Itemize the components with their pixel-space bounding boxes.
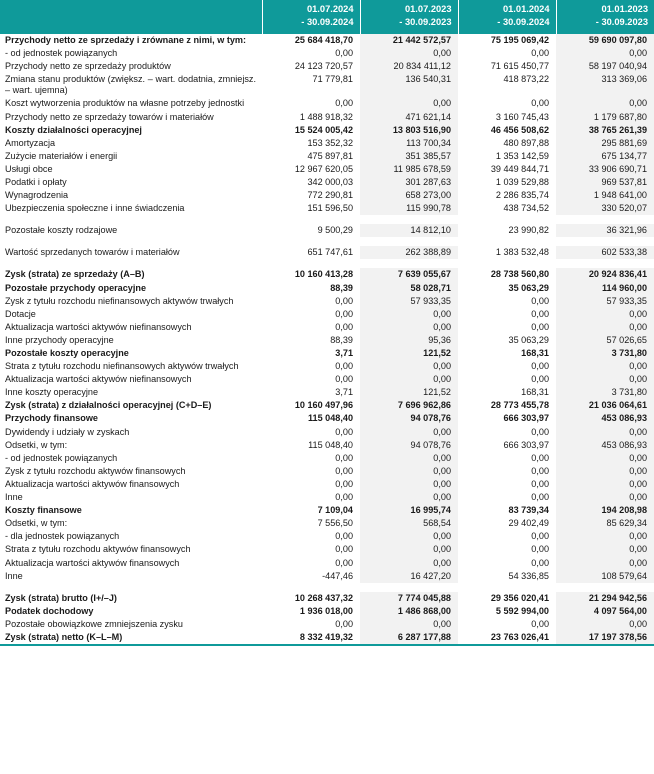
row-value-col-3: 168,31 [521, 387, 549, 398]
row-label: Przychody netto ze sprzedaży towarów i materiałów [5, 111, 214, 122]
table-row [0, 176, 654, 189]
table-body [0, 34, 654, 644]
table-row [0, 570, 654, 583]
row-label: Pozostałe koszty rodzajowe [5, 225, 118, 236]
row-value-col-4: 20 924 836,41 [556, 268, 654, 281]
row-value-col-2: 16 995,74 [360, 504, 458, 517]
row-value-col-4: 21 294 942,56 [556, 592, 654, 605]
row-value-col-1: 0,00 [335, 465, 353, 476]
row-value-col-1: 15 524 005,42 [294, 124, 353, 135]
row-value-col-3: 0,00 [531, 361, 549, 372]
table-row [0, 60, 654, 73]
row-value-col-3: 29 402,49 [508, 518, 549, 529]
table-row [0, 373, 654, 386]
row-value-col-1: 0,00 [335, 426, 353, 437]
row-label: - dla jednostek powiązanych [5, 531, 120, 542]
row-value-col-4: 3 731,80 [556, 386, 654, 399]
row-value-col-4: 33 906 690,71 [556, 163, 654, 176]
row-value-col-4: 295 881,69 [556, 137, 654, 150]
spacer-row [0, 259, 654, 268]
row-value-col-2: 95,36 [360, 334, 458, 347]
row-value-col-2: 7 774 045,88 [360, 592, 458, 605]
row-value-col-1: 10 160 497,96 [294, 400, 353, 411]
row-value-col-2: 0,00 [360, 47, 458, 60]
row-value-col-1: 0,00 [335, 452, 353, 463]
row-label: Wartość sprzedanych towarów i materiałów [5, 247, 180, 258]
row-value-col-4: 59 690 097,80 [556, 34, 654, 47]
row-value-col-2: 6 287 177,88 [360, 631, 458, 644]
row-value-col-1: 0,00 [335, 492, 353, 503]
row-value-col-4: 0,00 [556, 465, 654, 478]
header-label-column [0, 0, 262, 34]
table-row [0, 426, 654, 439]
row-value-col-3: 0,00 [531, 321, 549, 332]
row-label: Aktualizacja wartości aktywów niefinansowych [5, 321, 192, 332]
row-value-col-3: 1 039 529,88 [495, 176, 549, 187]
row-label: Zysk (strata) z działalności operacyjnej (C+D–E) [5, 400, 212, 411]
row-label: Dywidendy i udziały w zyskach [5, 426, 130, 437]
row-value-col-4: 85 629,34 [556, 517, 654, 530]
row-value-col-4: 0,00 [556, 478, 654, 491]
row-label: Ubezpieczenia społeczne i inne świadczenia [5, 203, 185, 214]
row-label: Odsetki, w tym: [5, 439, 68, 450]
row-value-col-2: 7 639 055,67 [360, 268, 458, 281]
table-row [0, 321, 654, 334]
row-value-col-2: 94 078,76 [360, 412, 458, 425]
spacer-cell [0, 237, 654, 246]
row-value-col-2: 0,00 [360, 557, 458, 570]
row-value-col-3: 0,00 [531, 374, 549, 385]
header-col-3-to: - 30.09.2024 [497, 17, 550, 28]
row-value-col-2: 21 442 572,57 [360, 34, 458, 47]
row-value-col-3: 418 873,22 [503, 74, 549, 85]
row-label: Zysk (strata) brutto (I+/–J) [5, 592, 117, 603]
table-bottom-rule [0, 644, 654, 646]
table-header [0, 0, 654, 34]
row-value-col-4: 0,00 [556, 360, 654, 373]
table-row [0, 347, 654, 360]
row-value-col-1: 0,00 [335, 544, 353, 555]
row-value-col-1: 0,00 [335, 618, 353, 629]
row-value-col-3: 2 286 835,74 [495, 190, 549, 201]
row-label: Przychody netto ze sprzedaży produktów [5, 61, 171, 72]
row-label: Zmiana stanu produktów (zwiększ. – wart. dodatnia, zmniejsz. – wart. ujemna) [5, 74, 256, 96]
row-value-col-4: 0,00 [556, 618, 654, 631]
row-value-col-2: 0,00 [360, 618, 458, 631]
row-value-col-1: 0,00 [335, 361, 353, 372]
row-value-col-1: 153 352,32 [307, 137, 353, 148]
row-value-col-3: 28 738 560,80 [490, 269, 549, 280]
row-value-col-4: 38 765 261,39 [556, 124, 654, 137]
row-value-col-3: 71 615 450,77 [490, 61, 549, 72]
row-value-col-3: 0,00 [531, 98, 549, 109]
row-value-col-1: 7 556,50 [317, 518, 353, 529]
row-label: Inne koszty operacyjne [5, 387, 99, 398]
row-label: Inne [5, 492, 23, 503]
row-value-col-1: 9 500,29 [317, 225, 353, 236]
table-row [0, 189, 654, 202]
row-value-col-2: 0,00 [360, 491, 458, 504]
row-value-col-2: 11 985 678,59 [360, 163, 458, 176]
row-value-col-2: 351 385,57 [360, 150, 458, 163]
row-value-col-2: 94 078,76 [360, 439, 458, 452]
table-row [0, 282, 654, 295]
table-row [0, 34, 654, 47]
row-value-col-4: 194 208,98 [556, 504, 654, 517]
row-value-col-4: 4 097 564,00 [556, 605, 654, 618]
row-value-col-4: 313 369,06 [556, 73, 654, 97]
table-row [0, 124, 654, 137]
row-value-col-4: 1 179 687,80 [556, 111, 654, 124]
spacer-cell [0, 259, 654, 268]
row-label: Strata z tytułu rozchodu niefinansowych aktywów trwałych [5, 361, 239, 372]
row-value-col-2: 136 540,31 [360, 73, 458, 97]
row-label: Zysk z tytułu rozchodu aktywów finansowych [5, 465, 186, 476]
row-value-col-4: 0,00 [556, 308, 654, 321]
header-col-1 [262, 0, 360, 34]
row-value-col-3: 1 383 532,48 [495, 247, 549, 258]
header-row [0, 0, 654, 34]
row-value-col-2: 115 990,78 [360, 202, 458, 215]
row-value-col-1: 12 967 620,05 [294, 163, 353, 174]
row-value-col-4: 0,00 [556, 530, 654, 543]
row-value-col-1: -447,46 [322, 570, 353, 581]
header-col-4 [556, 0, 654, 34]
row-value-col-2: 0,00 [360, 97, 458, 110]
row-value-col-4: 330 520,07 [556, 202, 654, 215]
header-col-3-from: 01.01.2024 [502, 4, 550, 14]
table-row [0, 504, 654, 517]
row-value-col-2: 13 803 516,90 [360, 124, 458, 137]
table-row [0, 605, 654, 618]
row-value-col-2: 301 287,63 [360, 176, 458, 189]
table-row [0, 557, 654, 570]
row-value-col-2: 58 028,71 [360, 282, 458, 295]
table-row [0, 360, 654, 373]
row-value-col-2: 0,00 [360, 360, 458, 373]
row-value-col-2: 568,54 [360, 517, 458, 530]
spacer-row [0, 237, 654, 246]
table-row [0, 631, 654, 644]
row-value-col-3: 168,31 [521, 348, 549, 358]
table-row [0, 73, 654, 97]
row-label: Inne [5, 570, 23, 581]
row-label: Przychody finansowe [5, 413, 98, 424]
row-value-col-2: 16 427,20 [360, 570, 458, 583]
table-row [0, 246, 654, 259]
row-value-col-3: 23 763 026,41 [490, 631, 549, 642]
row-value-col-3: 480 897,88 [503, 137, 549, 148]
table-row [0, 478, 654, 491]
row-value-col-1: 0,00 [335, 321, 353, 332]
table-row [0, 47, 654, 60]
row-label: Aktualizacja wartości aktywów finansowych [5, 557, 180, 568]
row-value-col-2: 14 812,10 [360, 224, 458, 237]
row-value-col-4: 0,00 [556, 452, 654, 465]
row-value-col-3: 0,00 [531, 618, 549, 629]
row-value-col-3: 0,00 [531, 557, 549, 568]
spacer-cell [0, 215, 654, 224]
row-value-col-1: 0,00 [335, 478, 353, 489]
row-value-col-4: 58 197 040,94 [556, 60, 654, 73]
row-label: Przychody netto ze sprzedaży i zrównane z nimi, w tym: [5, 34, 247, 45]
table-row [0, 618, 654, 631]
row-value-col-2: 1 486 868,00 [360, 605, 458, 618]
header-col-1-to: - 30.09.2024 [301, 17, 354, 28]
row-value-col-4: 17 197 378,56 [556, 631, 654, 644]
row-value-col-4: 0,00 [556, 491, 654, 504]
row-value-col-3: 23 990,82 [508, 225, 549, 236]
row-value-col-1: 3,71 [335, 348, 353, 358]
row-value-col-4: 21 036 064,61 [556, 399, 654, 412]
row-value-col-1: 772 290,81 [307, 190, 353, 201]
row-value-col-3: 0,00 [531, 452, 549, 463]
row-value-col-2: 262 388,89 [360, 246, 458, 259]
spacer-row [0, 215, 654, 224]
row-value-col-2: 0,00 [360, 308, 458, 321]
row-value-col-1: 0,00 [335, 531, 353, 542]
row-value-col-2: 20 834 411,12 [360, 60, 458, 73]
row-label: Pozostałe przychody operacyjne [5, 282, 146, 293]
row-value-col-3: 0,00 [531, 465, 549, 476]
row-value-col-2: 121,52 [360, 347, 458, 360]
row-value-col-1: 3,71 [335, 387, 353, 398]
row-value-col-1: 342 000,03 [307, 176, 353, 187]
row-value-col-4: 36 321,96 [556, 224, 654, 237]
row-value-col-1: 115 048,40 [308, 439, 353, 450]
row-value-col-4: 0,00 [556, 543, 654, 556]
row-value-col-1: 0,00 [335, 295, 353, 306]
row-value-col-4: 602 533,38 [556, 246, 654, 259]
table-row [0, 543, 654, 556]
row-value-col-3: 29 356 020,41 [490, 592, 549, 603]
row-value-col-2: 7 696 962,86 [360, 399, 458, 412]
row-label: Aktualizacja wartości aktywów niefinansowych [5, 374, 192, 385]
table-row [0, 137, 654, 150]
row-value-col-3: 0,00 [531, 478, 549, 489]
row-value-col-4: 108 579,64 [556, 570, 654, 583]
row-value-col-4: 969 537,81 [556, 176, 654, 189]
row-value-col-3: 666 303,97 [503, 439, 549, 450]
row-value-col-1: 475 897,81 [307, 150, 353, 161]
row-value-col-1: 0,00 [335, 557, 353, 568]
row-value-col-4: 1 948 641,00 [556, 189, 654, 202]
table-row [0, 412, 654, 425]
table-row [0, 491, 654, 504]
table-row [0, 97, 654, 110]
row-value-col-3: 5 592 994,00 [495, 605, 549, 616]
row-value-col-1: 71 779,81 [312, 74, 353, 85]
table-row [0, 386, 654, 399]
row-value-col-1: 1 936 018,00 [299, 605, 353, 616]
row-value-col-2: 0,00 [360, 465, 458, 478]
row-value-col-2: 0,00 [360, 373, 458, 386]
row-label: Zużycie materiałów i energii [5, 150, 118, 161]
header-col-2-to: - 30.09.2023 [399, 17, 452, 28]
row-value-col-1: 1 488 918,32 [299, 111, 353, 122]
row-label: Koszty finansowe [5, 505, 82, 516]
row-value-col-3: 0,00 [531, 544, 549, 555]
table-row [0, 439, 654, 452]
row-value-col-4: 453 086,93 [556, 412, 654, 425]
row-label: Strata z tytułu rozchodu aktywów finansowych [5, 544, 191, 555]
row-value-col-1: 24 123 720,57 [294, 61, 353, 72]
row-value-col-4: 0,00 [556, 426, 654, 439]
header-col-1-from: 01.07.2024 [306, 4, 354, 14]
row-value-col-1: 151 596,50 [307, 203, 353, 214]
row-label: Koszt wytworzenia produktów na własne potrzeby jednostki [5, 98, 245, 109]
row-value-col-2: 57 933,35 [360, 295, 458, 308]
row-label: - od jednostek powiązanych [5, 48, 118, 59]
row-value-col-4: 57 026,65 [556, 334, 654, 347]
row-label: Pozostałe koszty operacyjne [5, 348, 129, 358]
row-value-col-1: 0,00 [335, 48, 353, 59]
row-value-col-3: 3 160 745,43 [495, 111, 549, 122]
header-col-2-from: 01.07.2023 [404, 4, 452, 14]
table-row [0, 530, 654, 543]
row-value-col-4: 0,00 [556, 321, 654, 334]
header-col-4-from: 01.01.2023 [601, 4, 648, 14]
table-row [0, 111, 654, 124]
table-row [0, 150, 654, 163]
table-row [0, 399, 654, 412]
row-value-col-1: 8 332 419,32 [299, 631, 353, 642]
table-row [0, 334, 654, 347]
row-label: Wynagrodzenia [5, 190, 69, 201]
row-value-col-1: 88,39 [330, 334, 353, 345]
row-value-col-3: 35 063,29 [508, 282, 549, 293]
spacer-row [0, 583, 654, 592]
row-value-col-4: 0,00 [556, 557, 654, 570]
row-value-col-2: 0,00 [360, 530, 458, 543]
row-label: - od jednostek powiązanych [5, 452, 118, 463]
row-value-col-1: 0,00 [335, 374, 353, 385]
table-row [0, 465, 654, 478]
row-value-col-3: 666 303,97 [503, 413, 549, 424]
row-label: Podatek dochodowy [5, 605, 94, 616]
row-value-col-4: 0,00 [556, 373, 654, 386]
spacer-cell [0, 583, 654, 592]
row-label: Koszty działalności operacyjnej [5, 124, 142, 135]
table-row [0, 224, 654, 237]
row-value-col-4: 0,00 [556, 97, 654, 110]
row-value-col-3: 0,00 [531, 531, 549, 542]
row-value-col-2: 0,00 [360, 543, 458, 556]
row-label: Zysk z tytułu rozchodu niefinansowych aktywów trwałych [5, 295, 234, 306]
row-value-col-3: 438 734,52 [503, 203, 549, 214]
table-row [0, 517, 654, 530]
row-label: Odsetki, w tym: [5, 518, 68, 529]
row-value-col-3: 0,00 [531, 48, 549, 59]
row-value-col-1: 0,00 [335, 308, 353, 319]
header-col-3 [458, 0, 556, 34]
row-value-col-3: 75 195 069,42 [490, 34, 549, 45]
row-value-col-1: 10 160 413,28 [294, 269, 353, 280]
row-label: Inne przychody operacyjne [5, 334, 114, 345]
table-row [0, 163, 654, 176]
header-col-4-to: - 30.09.2023 [595, 17, 648, 28]
row-value-col-1: 115 048,40 [307, 413, 353, 424]
row-label: Pozostałe obowiązkowe zmniejszenia zysku [5, 618, 183, 629]
row-value-col-3: 0,00 [531, 426, 549, 437]
row-value-col-4: 675 134,77 [556, 150, 654, 163]
row-value-col-4: 3 731,80 [556, 347, 654, 360]
table-row [0, 308, 654, 321]
row-value-col-4: 0,00 [556, 47, 654, 60]
row-value-col-2: 0,00 [360, 321, 458, 334]
table-row [0, 592, 654, 605]
row-label: Podatki i opłaty [5, 176, 67, 187]
row-value-col-1: 10 268 437,32 [294, 592, 353, 603]
row-value-col-3: 28 773 455,78 [490, 400, 549, 411]
row-value-col-3: 83 739,34 [508, 505, 549, 516]
row-label: Dotacje [5, 308, 36, 319]
row-value-col-2: 658 273,00 [360, 189, 458, 202]
row-value-col-3: 54 336,85 [508, 570, 549, 581]
row-value-col-2: 0,00 [360, 426, 458, 439]
row-value-col-3: 35 063,29 [508, 334, 549, 345]
row-value-col-2: 113 700,34 [360, 137, 458, 150]
row-value-col-4: 114 960,00 [556, 282, 654, 295]
row-label: Zysk (strata) netto (K–L–M) [5, 631, 123, 642]
row-value-col-2: 0,00 [360, 452, 458, 465]
table-row [0, 268, 654, 281]
row-label: Amortyzacja [5, 137, 56, 148]
row-label: Usługi obce [5, 163, 53, 174]
header-col-2 [360, 0, 458, 34]
row-value-col-1: 88,39 [330, 282, 353, 293]
table-row [0, 452, 654, 465]
row-value-col-1: 7 109,04 [317, 505, 353, 516]
row-value-col-4: 453 086,93 [556, 439, 654, 452]
row-value-col-3: 0,00 [531, 308, 549, 319]
row-value-col-3: 39 449 844,71 [490, 163, 549, 174]
row-value-col-2: 471 621,14 [360, 111, 458, 124]
row-value-col-3: 1 353 142,59 [495, 150, 549, 161]
row-value-col-3: 0,00 [531, 295, 549, 306]
row-value-col-2: 121,52 [360, 386, 458, 399]
row-label: Aktualizacja wartości aktywów finansowych [5, 478, 180, 489]
row-value-col-4: 57 933,35 [556, 295, 654, 308]
row-value-col-3: 46 456 508,62 [490, 124, 549, 135]
table-row [0, 295, 654, 308]
row-value-col-2: 0,00 [360, 478, 458, 491]
row-value-col-1: 651 747,61 [307, 247, 353, 258]
row-label: Zysk (strata) ze sprzedaży (A–B) [5, 269, 145, 280]
row-value-col-1: 0,00 [335, 98, 353, 109]
row-value-col-3: 0,00 [531, 492, 549, 503]
row-value-col-1: 25 684 418,70 [294, 34, 353, 45]
table-row [0, 202, 654, 215]
